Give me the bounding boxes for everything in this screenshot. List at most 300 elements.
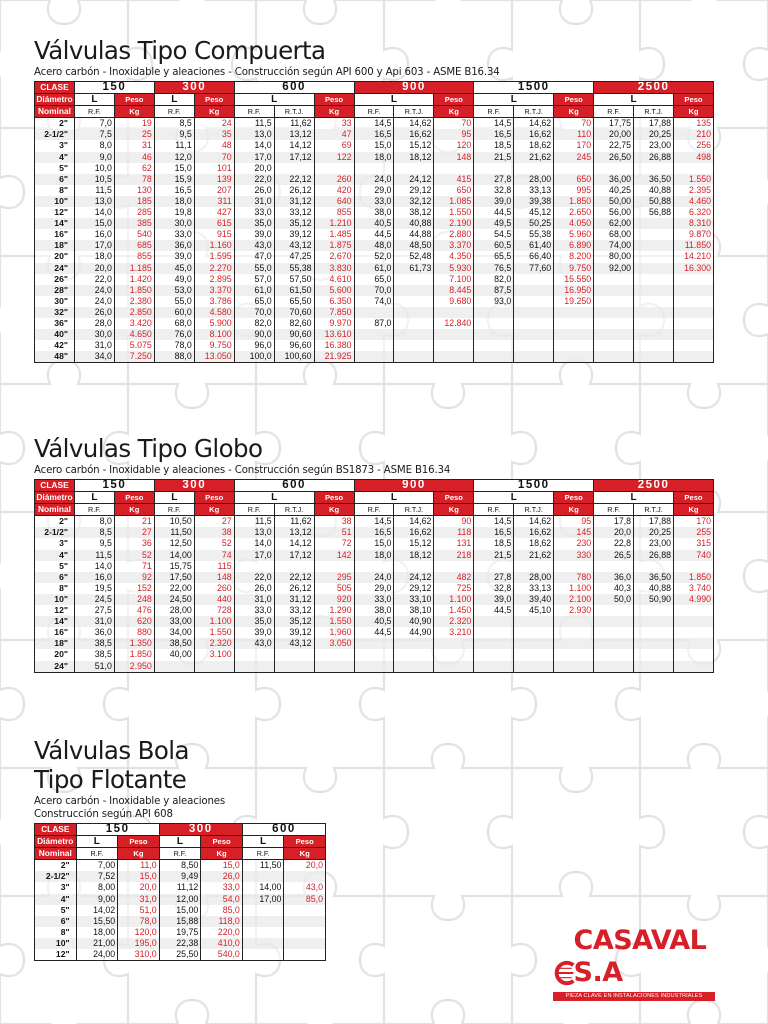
length-cell: 16,5 [354,129,394,140]
diametro-label: Diámetro [35,836,77,848]
length-cell: 20,0 [74,263,114,274]
length-cell: 16,5 [154,185,194,196]
length-cell [274,561,314,572]
length-cell: 45,0 [154,263,194,274]
spec-table [34,479,714,673]
length-cell: 22,0 [74,274,114,285]
length-cell [594,627,634,638]
peso-cell: 880 [114,627,154,638]
length-cell [634,163,674,174]
length-cell [634,649,674,660]
length-cell: 32,8 [474,583,514,594]
length-cell [274,661,314,673]
peso-cell: 230 [554,538,594,549]
col-sub-header: R.F. [594,106,634,118]
length-cell [242,916,284,927]
col-l-header: L [594,492,674,504]
table-row [35,196,714,207]
length-cell [634,616,674,627]
length-cell: 50,25 [514,218,554,229]
table-row [35,561,714,572]
length-cell: 31,0 [74,340,114,351]
length-cell [394,351,434,363]
peso-cell: 728 [194,605,234,616]
peso-cell: 36 [114,538,154,549]
table-row [35,882,326,893]
table-row [35,594,714,605]
length-cell: 10,5 [74,174,114,185]
length-cell: 26,12 [274,583,314,594]
col-peso-header: Peso [434,492,474,504]
peso-cell: 2.670 [314,251,354,262]
length-cell [394,307,434,318]
length-cell: 11,50 [154,527,194,538]
length-cell: 15,9 [154,174,194,185]
peso-cell: 995 [554,185,594,196]
length-cell: 22,12 [274,572,314,583]
length-cell: 17,0 [234,152,274,163]
length-cell: 82,0 [234,318,274,329]
size-cell: 6" [35,572,75,583]
peso-cell: 139 [194,174,234,185]
length-cell: 23,00 [634,140,674,151]
peso-cell: 2.395 [674,185,714,196]
peso-cell: 1.350 [114,638,154,649]
length-cell: 61,0 [234,285,274,296]
peso-cell: 2.380 [114,296,154,307]
length-cell: 26,0 [234,185,274,196]
length-cell: 62,00 [594,218,634,229]
spec-table [34,823,326,961]
length-cell: 22,12 [274,174,314,185]
length-cell: 31,0 [234,594,274,605]
length-cell: 39,0 [154,251,194,262]
peso-cell: 70 [194,152,234,163]
peso-cell: 16.380 [314,340,354,351]
length-cell: 43,0 [234,638,274,649]
table-row [35,916,326,927]
peso-cell [674,638,714,649]
length-cell [354,561,394,572]
length-cell: 18,0 [354,152,394,163]
length-cell: 8,0 [74,516,114,528]
length-cell [634,285,674,296]
peso-cell: 78,0 [118,916,160,927]
length-cell [634,296,674,307]
col-sub-header: R.T.J. [274,106,314,118]
section-subtitle [34,795,326,821]
table-row [35,318,714,329]
peso-cell [554,616,594,627]
class-600-header: 600 [234,480,354,492]
peso-cell: 2.895 [194,274,234,285]
length-cell: 20,0 [594,527,634,538]
length-cell: 14,12 [274,140,314,151]
peso-cell [674,318,714,329]
length-cell: 54,5 [474,229,514,240]
length-cell [634,340,674,351]
col-l-header: L [74,492,114,504]
class-150-header: 150 [74,82,154,94]
length-cell: 19,75 [159,927,201,938]
length-cell [594,649,634,660]
peso-cell: 420 [314,185,354,196]
length-cell: 16,62 [514,129,554,140]
peso-cell: 115 [194,561,234,572]
length-cell: 16,62 [514,527,554,538]
table-row [35,871,326,882]
length-cell: 21,5 [474,550,514,561]
peso-cell: 135 [674,118,714,130]
length-cell: 43,12 [274,638,314,649]
peso-cell: 9.680 [434,296,474,307]
peso-cell: 33,0 [201,882,243,893]
length-cell: 33,0 [354,594,394,605]
length-cell: 9,0 [74,152,114,163]
class-150-header: 150 [76,824,159,836]
size-cell: 32" [35,307,75,318]
peso-cell: 170 [674,516,714,528]
length-cell [394,649,434,660]
length-cell: 27,8 [474,572,514,583]
peso-cell: 15,0 [118,871,160,882]
length-cell: 33,13 [514,185,554,196]
peso-cell: 2.930 [554,605,594,616]
length-cell: 17,8 [594,516,634,528]
length-cell [634,218,674,229]
table-row [35,240,714,251]
col-sub-header: Kg [284,848,326,860]
length-cell: 36,50 [634,572,674,583]
size-cell: 18" [35,240,75,251]
peso-cell: 9.870 [674,229,714,240]
peso-cell: 7.100 [434,274,474,285]
length-cell: 13,0 [74,196,114,207]
peso-cell: 48 [194,140,234,151]
peso-cell: 2.190 [434,218,474,229]
col-l-header: L [74,94,114,106]
length-cell: 56,00 [594,207,634,218]
peso-cell: 855 [114,251,154,262]
peso-cell: 4.050 [554,218,594,229]
peso-cell: 6.320 [674,207,714,218]
subtitle-line: Acero carbón - Inoxidable y aleaciones - Construcción según API 600 y Api 603 - ASME B16.34 [34,67,500,78]
table-row [35,860,326,872]
class-1500-header: 1500 [474,480,594,492]
length-cell [514,329,554,340]
col-peso-header: Peso [118,836,160,848]
peso-cell: 95 [554,516,594,528]
table-row [35,118,714,130]
peso-cell: 11,0 [118,860,160,872]
length-cell: 17,00 [242,894,284,905]
size-cell: 5" [35,561,75,572]
length-cell [514,163,554,174]
length-cell: 33,0 [154,229,194,240]
peso-cell [284,938,326,949]
size-cell: 2-1/2" [35,129,75,140]
col-l-header: L [354,94,434,106]
length-cell: 10,0 [74,163,114,174]
length-cell: 14,62 [394,516,434,528]
length-cell: 33,13 [514,583,554,594]
length-cell: 13,12 [274,129,314,140]
col-peso-header: Peso [554,94,594,106]
length-cell: 7,5 [74,129,114,140]
peso-cell: 1.185 [114,263,154,274]
length-cell [242,927,284,938]
size-cell: 42" [35,340,75,351]
length-cell [634,561,674,572]
length-cell: 8,5 [74,527,114,538]
length-cell: 18,5 [474,538,514,549]
peso-cell: 540,0 [201,949,243,961]
peso-cell: 11.850 [674,240,714,251]
peso-cell: 62 [114,163,154,174]
length-cell [594,329,634,340]
table-row [35,174,714,185]
peso-cell [554,649,594,660]
peso-cell: 148 [194,572,234,583]
peso-cell: 3.420 [114,318,154,329]
peso-cell: 1.420 [114,274,154,285]
length-cell: 77,60 [514,263,554,274]
length-cell [634,263,674,274]
length-cell: 33,12 [274,207,314,218]
clase-label: CLASE [35,82,75,94]
length-cell: 21,5 [474,152,514,163]
table-row [35,649,714,660]
length-cell [354,661,394,673]
length-cell [514,340,554,351]
length-cell: 12,50 [154,538,194,549]
table-row [35,218,714,229]
length-cell [234,661,274,673]
length-cell: 33,0 [354,196,394,207]
col-sub-header: Kg [554,504,594,516]
length-cell: 65,0 [234,296,274,307]
length-cell: 31,12 [274,594,314,605]
length-cell: 26,88 [634,152,674,163]
length-cell: 11,62 [274,118,314,130]
peso-cell [674,307,714,318]
peso-cell [434,340,474,351]
length-cell: 52,0 [354,251,394,262]
peso-cell: 3.830 [314,263,354,274]
peso-cell: 640 [314,196,354,207]
length-cell [594,351,634,363]
length-cell [594,638,634,649]
peso-cell: 1.595 [194,251,234,262]
peso-cell: 1.550 [194,627,234,638]
length-cell: 55,0 [154,296,194,307]
length-cell: 50,00 [594,196,634,207]
length-cell: 53,0 [154,285,194,296]
peso-cell: 14.210 [674,251,714,262]
peso-cell: 19.250 [554,296,594,307]
col-sub-header: Kg [314,504,354,516]
subtitle-line: Acero carbón - Inoxidable y aleaciones - Construcción según BS1873 - ASME B16.34 [34,465,451,476]
length-cell: 35,12 [274,218,314,229]
length-cell: 44,5 [474,605,514,616]
size-cell: 8" [35,185,75,196]
peso-cell: 2.270 [194,263,234,274]
length-cell: 60,0 [154,307,194,318]
peso-cell: 3.370 [194,285,234,296]
col-peso-header: Peso [114,94,154,106]
length-cell [354,638,394,649]
peso-cell: 650 [554,174,594,185]
table-row [35,185,714,196]
length-cell: 12,00 [159,894,201,905]
peso-cell [284,916,326,927]
peso-cell: 207 [194,185,234,196]
length-cell: 35,0 [234,616,274,627]
peso-cell [554,627,594,638]
length-cell: 11,62 [274,516,314,528]
length-cell: 76,0 [154,329,194,340]
peso-cell: 152 [114,583,154,594]
length-cell: 38,50 [154,638,194,649]
length-cell: 90,60 [274,329,314,340]
peso-cell: 3.740 [674,583,714,594]
length-cell: 16,62 [394,527,434,538]
peso-cell: 9.750 [554,263,594,274]
length-cell: 33,10 [394,594,434,605]
length-cell: 14,12 [274,538,314,549]
size-cell: 14" [35,218,75,229]
size-cell: 10" [35,938,77,949]
peso-cell: 2.320 [434,616,474,627]
col-peso-header: Peso [194,94,234,106]
size-cell: 8" [35,583,75,594]
peso-cell: 260 [314,174,354,185]
peso-cell: 248 [114,594,154,605]
length-cell: 90,0 [234,329,274,340]
length-cell: 29,0 [354,583,394,594]
size-cell: 28" [35,285,75,296]
length-cell: 34,0 [74,351,114,363]
peso-cell [194,661,234,673]
length-cell: 11,1 [154,140,194,151]
size-cell: 4" [35,152,75,163]
length-cell [394,274,434,285]
peso-cell: 1.450 [434,605,474,616]
peso-cell: 85,0 [284,894,326,905]
length-cell: 92,00 [594,263,634,274]
peso-cell [554,318,594,329]
peso-cell: 9.750 [194,340,234,351]
length-cell: 24,50 [154,594,194,605]
length-cell: 29,0 [354,185,394,196]
length-cell: 29,12 [394,185,434,196]
length-cell: 15,0 [354,538,394,549]
length-cell: 14,0 [234,140,274,151]
peso-cell [314,661,354,673]
length-cell: 40,5 [354,616,394,627]
peso-cell: 15.550 [554,274,594,285]
length-cell [634,274,674,285]
col-l-header: L [354,492,434,504]
col-l-header: L [234,94,314,106]
size-cell: 12" [35,207,75,218]
length-cell: 39,0 [234,229,274,240]
peso-cell: 148 [434,152,474,163]
size-cell: 24" [35,661,75,673]
peso-cell: 16.950 [554,285,594,296]
length-cell [514,307,554,318]
peso-cell: 4.580 [194,307,234,318]
length-cell: 93,0 [474,296,514,307]
length-cell: 36,0 [74,627,114,638]
length-cell [394,318,434,329]
peso-cell: 210 [674,129,714,140]
column-header-row [35,492,714,504]
length-cell: 17,12 [274,550,314,561]
col-sub-header: R.T.J. [634,106,674,118]
class-300-header: 300 [154,82,234,94]
peso-cell: 8.310 [674,218,714,229]
col-sub-header: R.F. [594,504,634,516]
length-cell: 68,00 [594,229,634,240]
length-cell: 18,62 [514,538,554,549]
length-cell: 17,88 [634,516,674,528]
col-sub-header: Kg [118,848,160,860]
col-l-header: L [242,836,284,848]
peso-cell [434,163,474,174]
peso-cell: 25 [114,129,154,140]
col-sub-header: R.F. [234,504,274,516]
spec-table [34,81,714,363]
class-300-header: 300 [159,824,242,836]
length-cell: 20,0 [234,163,274,174]
length-cell: 26,88 [634,550,674,561]
length-cell: 18,00 [76,927,118,938]
peso-cell: 620 [114,616,154,627]
peso-cell: 2.850 [114,307,154,318]
length-cell: 22,00 [154,583,194,594]
length-cell: 61,73 [394,263,434,274]
length-cell: 8,50 [159,860,201,872]
length-cell: 70,0 [354,285,394,296]
length-cell: 49,5 [474,218,514,229]
length-cell: 11,5 [74,550,114,561]
peso-cell [554,307,594,318]
peso-cell [284,949,326,961]
length-cell [594,274,634,285]
length-cell: 22,75 [594,140,634,151]
peso-cell [554,340,594,351]
length-cell: 34,00 [154,627,194,638]
length-cell: 65,50 [274,296,314,307]
peso-cell [674,649,714,660]
size-cell: 8" [35,927,77,938]
size-cell: 2-1/2" [35,527,75,538]
peso-cell: 1.850 [674,572,714,583]
length-cell: 8,5 [154,118,194,130]
length-cell [514,616,554,627]
length-cell: 17,0 [234,550,274,561]
length-cell: 45,12 [514,207,554,218]
length-cell: 9,5 [74,538,114,549]
class-900-header: 900 [354,82,474,94]
subheader-row [35,848,326,860]
length-cell: 87,5 [474,285,514,296]
peso-cell: 260 [194,583,234,594]
peso-cell: 120,0 [118,927,160,938]
length-cell: 13,0 [234,129,274,140]
peso-cell [434,638,474,649]
